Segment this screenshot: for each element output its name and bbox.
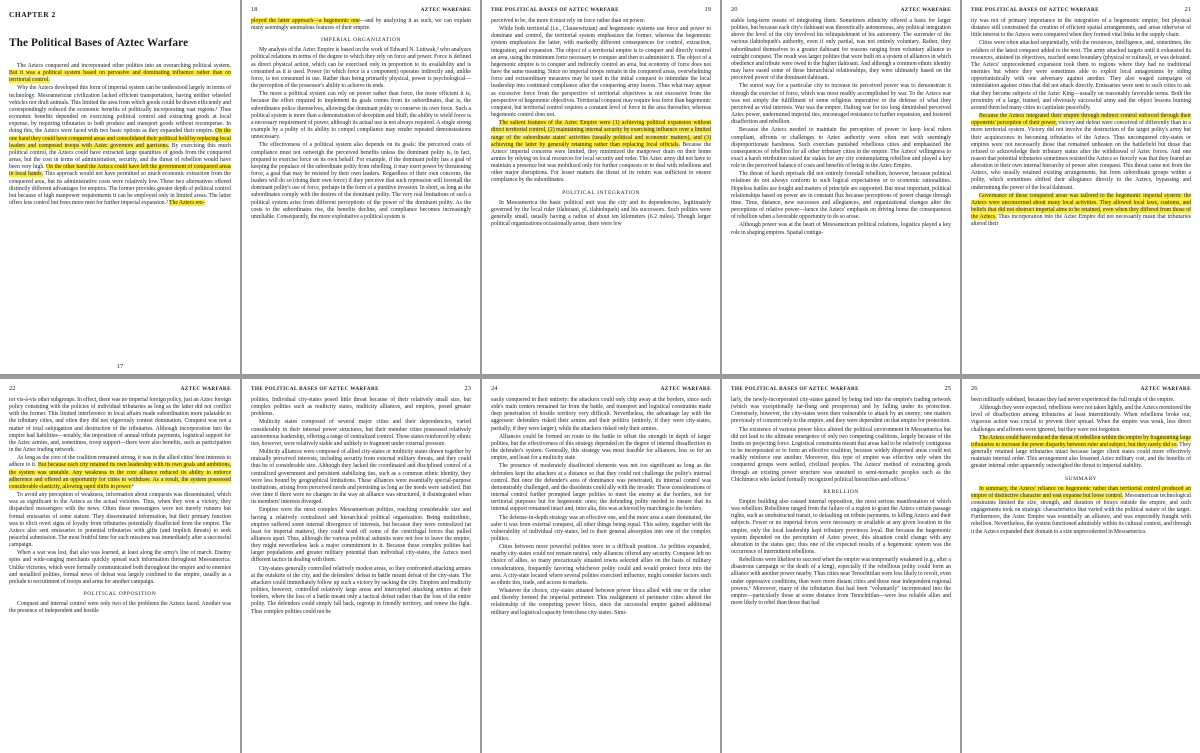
page-number: 19 [704, 6, 711, 13]
paragraph: Empire building also caused internal opposition, the most serious manifestation of which was rebellion. Rebellions ranged from the failure of a region to grant the Aztecs certain passage rights, such as unobstructed transit, to defaulting on tribute payments, to killing Aztecs and their subjects. Fewer or no imperial forces were necessary or available at any given location in the empire, only the local leadership kept tributary provinces loyal. But because the hegemonic system depended on the perception of Aztec power, this situation could change with any alteration in the status quo; thus one of the expected results of a hegemonic system was the occurrence of intermittent rebellions. [731, 498, 951, 555]
paragraph: The effectiveness of a political system also depends on its goals: the perceived costs of compliance must not outweigh the perceived benefits unless the dominant polity is, in fact, prepared to exercise force on its own behalf. For example, if the dominant polity has a goal of keeping the populace of the subordinate polity from rebelling, it may exert power by threatening force, a goal that may be resisted by their own leaders. Regardless of their own concerns, the leaders will do so (doing their own force) if they perceive that such repression will forestall the dominant polity's use of force, perhaps in the form of a punitive invasion. In short, as long as the subordinates comply with the desires of the dominant polity. The very real limitations of such a political system arise from different perceptions of the power of the dominant polity. As the costs to the subordinates rise, the benefits decline, and compliance becomes increasingly unreliable. Consequently, the more exploitative a political system is [251, 142, 471, 220]
page-18 [242, 0, 480, 374]
page-26 [962, 379, 1200, 753]
page-21 [962, 0, 1200, 374]
highlight: On the other hand the Aztecs could have left the government of conquered areas in local hands. [9, 164, 231, 178]
paragraph: been militarily subdued, because they had never experienced the full might of the empire. [971, 397, 1175, 403]
running-head: THE POLITICAL BASES OF AZTEC WARFARE 19 [491, 6, 711, 13]
paragraph: stable long-term means of integrating them. Sometimes ethnicity offered a basis for larger polities, but because each city's tlahtoani was theoretically autonomous, any political integration above the level of the city involved his relinquishment of his autonomy. The surrender of the various tlahtohqueh's authority, even if only partial, was not entirely voluntary. Rather, they subordinated themselves to a greater tlahtoani for reasons ranging from voluntary alliance to outright conquest. The result was larger polities that were built on a system of alliances in which obedience and tribute were owed to the higher tlahtoani. And although a common ethnic identity may have eased some of these hierarchical relationships, they were ultimately based on the perceived power of the dominant tlahtoani. [731, 18, 951, 82]
paragraph: Multicity states composed of several major cities and their dependencies, varied considerably in their internal power structures, but their member cities possessed relatively autonomous leadership, offering a range of centralized control. Those states reinforced by ethnic ties, however, were relatively stable and unlikely to fragment under external pressure. [251, 419, 471, 447]
page-number: 20 [731, 6, 738, 13]
running-head: 24 AZTEC WARFARE [491, 385, 711, 392]
paragraph: My analysis of the Aztec Empire is based on the work of Edward N. Luttwak,³ who analyzes political relations in terms of the degree to which they rely on force and power. Force is defined as direct physical action, which can be exercised only in proportion to its availability and is consumed as it is used. Power (in which force is a component) operates indirectly and, unlike force, is not consumed in use. Rather than being primarily physical, power is psychological—the perception of the possessor's ability to achieve its ends. [251, 47, 471, 90]
paragraph: The Aztecs conquered and incorporated other polities into an overarching political system. But it was a political system based on pervasive and dominating influence rather than on territorial control. [9, 63, 231, 84]
paragraph: polities. Individual city-states posed little threat because of their relatively small size, but complex polities such as multicity states, multicity alliances, and empires, posed greater problems. [251, 397, 471, 418]
highlight: The Aztecs em- [168, 199, 205, 206]
page-17 [0, 0, 240, 374]
page-22 [0, 379, 240, 753]
running-head: 20 AZTEC WARFARE [731, 6, 951, 13]
paragraph: When a war was lost, that also was learned, at least along the army's line of march. Enemy spies and wide-ranging merchants quickly spread such information throughout Mesoamerica. Unlike victories, which were formally communicated both throughout the empire and to enemies and nonallied polities, formal news of defeat was largely confined to the empire, usually as a prelude to recruitment of troops and arms for another campaign. [9, 550, 231, 585]
running-head: 22 AZTEC WARFARE [9, 385, 231, 392]
paragraph: perceived to be, the more it must rely on force rather than on power. [491, 18, 646, 24]
running-head: 18 AZTEC WARFARE [251, 6, 471, 13]
paragraph: larly, the newly-incorporated city-states gained by being tied into the empire's trading network (which was exceptionally far-flung and prosperous) and by falling under its protection. Conversely, however, the city-states were then vulnerable to attack by an enemy; one matters previously of concern only to the empire, and they were dependent on that empire for protection. [731, 397, 951, 425]
page-number: 23 [464, 385, 471, 392]
paragraph: The presence of moderately disaffected elements was not too significant as long as the defenders kept the attackers at a distance so that they could not challenge the polity's internal control. But once the defender's area of dominance was penetrated, its internal control was demonstrably challenged, and the dissidents could ally with the invader. These considerations of internal control further prompted larger polities to meet the enemy at the borders, not for territorial purposes but for hegemonic ones; the defending polity needed to ensure that its internal support remained intact and, inter alia, this was achieved by marching to the borders. [491, 463, 711, 513]
page-number: 18 [251, 6, 258, 13]
highlight: The salient features of the Aztec Empire were (1) achieving political expansion without direct territorial control, (2) maintaining internal security by exercising influence over a limited range of the subordinate states' activities (usually political and economic matters), and (3) achieving the latter by generally retaining rather than replacing local officials. [491, 120, 711, 148]
paragraph: Cities between more powerful polities were in a difficult position. As polities expanded, nearby city-states could not remain neutral, only alliances offered any security. Conquest left no choice of allies, so many precariously situated towns selected allies on the basis of military considerations, frequently favoring whichever polity could and would protect force into the area. A city-state located where several polities exercised influence, might consider factors such as ethnic ties, trade, and access to markets. [491, 544, 711, 586]
section-heading: IMPERIAL ORGANIZATION [320, 37, 402, 44]
paragraph: The threat of harsh reprisals did not entirely forestall rebellion, however, because political relations do not always conform to such logical expectations or to economic rationalities. Hopeless battles are fought and matters of principle are supported. But most important, political relationships based on power are in constant flux because perceptions of power change through time. Time, distance, new successes and allegiances, and organizational changes alter the perceptions of relative power—hence the Aztecs' emphasis on driving home the consequences of rebellion when a favorable opportunity to do so arose. [731, 171, 951, 221]
page-number: 24 [491, 385, 498, 392]
highlight: But because each city retained its own leadership with its own goals and ambitions, the system was unstable. Any weakness in the core alliance reduced its ability to enforce adherence and offered an opportunity for cities to withdraw. As a result, the system possessed considerable elasticity, allowing rapid shifts in power. [9, 462, 232, 490]
running-head: THE POLITICAL BASES OF AZTEC WARFARE 21 [971, 6, 1191, 13]
chapter-label: CHAPTER 2 [9, 10, 56, 19]
paragraph: In Mesoamerica the basic political unit was the city and its dependencies, legitimately governed by the local ruler (tlahtoani, pl. tlahtohqueh) and his successors. Such polities were generally small, usually having a radius of about ten kilometers (6.2 miles). Though larger political organizations occasionally arose, there were few [491, 199, 711, 228]
highlight: On the one hand they could have conquered areas and consolidated their political hold by replacing local leaders and composed troops with Aztec governors and garrisons. [9, 128, 231, 149]
page-number: 22 [9, 385, 16, 392]
paragraph: The salient features of the Aztec Empire were (1) achieving political expansion without direct territorial control, (2) maintaining internal security by exercising influence over a limited range of the subordinate states' activities (usually political and economic matters), and (3) achieving the latter by generally retaining rather than replacing local officials. Because the Aztecs' imperial concerns were limited, they minimized the manpower drain on their home armies by relying on local resources for local security and order. The Aztec army did not have to maintain a presence but was mobilized only for further conquests or to deal with rebellions and other major disruptions. For lesser matters the threat of its return was sufficient to ensure compliance by the subordinates. [491, 120, 711, 184]
section-heading: SUMMARY [1064, 475, 1098, 482]
page-number: 21 [1184, 6, 1191, 13]
highlight: ployed the latter approach—a hegemonic one [251, 18, 360, 24]
paragraph: Although power was at the heart of Mesoamerican political relations, logistics played a key role in shaping empires. Spatial contigu- [731, 222, 951, 236]
chapter-title: The Political Bases of Aztec Warfare [9, 37, 189, 49]
page-23 [242, 379, 480, 753]
top-page-strip [0, 0, 1200, 374]
paragraph: As long as the core of the coalition remained strong, it was in the allied cities' best interests to adhere to it. But because each city retained its own leadership with its own goals and ambitions, the system was unstable. Any weakness in the core alliance reduced its ability to enforce adherence and offered an opportunity for cities to withdraw. As a result, the system possessed considerable elasticity, allowing rapid shifts in power.⁴ [9, 455, 232, 490]
paragraph: The surest way for a particular city to increase its perceived power was to demonstrate it through the exercise of force, which was most readily accomplished by war. To the Aztecs war was not simply the fulfillment of some religious imperative or the defense of what they perceived as vital interests. War was the empire. Halting war for too long diminished perceived Aztec power, undermined imperial ties, encouraged resistance to further expansion, and fostered disaffection and rebellion. [731, 83, 951, 126]
paragraph: City-states generally controlled relatively modest areas, so they confronted attacking armies at the outskirts of the city, and the defenders' defeat in battle meant defeat of the city-state. The attackers could immediately follow up such a victory by sacking the city. Empires and multicity polities, however, controlled relatively large areas and intercepted attacking armies at their borders, where the loss of a battle meant only a tactical defeat rather than the loss of the entire polity. The defenders could simply fall back, regroup in friendly territory, and renew the fight. Thus complex polities could not be [251, 565, 471, 615]
section-heading: POLITICAL INTEGRATION [562, 189, 640, 196]
running-head: THE POLITICAL BASES OF AZTEC WARFARE 23 [251, 385, 471, 392]
paragraph: Rebellions were likeliest to succeed when the empire was temporarily weakened (e.g., after a disastrous campaign or the death of a king), especially if the rebellious polity could form an alliance with another power nearby. Thus cities near Tenochtitlan were less likely to revolt, even under oppressive conditions, than were more distant cities and those near independent regional powers.⁶ Moreover, many of the tributaries that had been "voluntarily" incorporated into the empire—particularly those at some distance from Tenochtitlan—were less reliable allies and more likely to rebel than those that had [731, 557, 951, 607]
paragraph: Multicity alliances were composed of allied city-states or multicity states drawn together by mutually perceived interests, including security from external military threats, and they could thus be of considerable size. Although they lacked the coordinated and disciplined control of a centralized government and persistent stabilizing ties, such as a common ethnic identity, they were less bound by geographical limitations. These alliances were essentially special-purpose institutions, arising from perceived needs and persisting as long as the needs were satisfied. But over time if there were no changes in the way an alliance was structured, it disintegrated when its members' interests diverged. [251, 449, 471, 506]
paragraph: ployed the latter approach—a hegemonic one—and by analyzing it as such, we can explain many seemingly anomalous features of their empire. [251, 18, 471, 32]
paragraph: To avoid any perception of weakness, information about conquests was disseminated, which was as significant to the Aztecs as the actual victories. Thus, when they won a victory, they dispatched messengers with the news. Often these messengers were not merely runners but formal emissaries of some stature. They disseminated information, but their primary function was to elicit overt signs of loyalty from tributaries potentially disaffected from the empire. The Aztecs also sent emissaries to potential tributaries with gifts (and implicit threats) to seek peaceful submission. The most fruitful time for such missions was immediately after a successful campaign. [9, 492, 231, 549]
paragraph: The more a political system can rely on power rather than force, the more efficient it is, because the effort required to implement its goals comes from its subordinates, that is, the subordinates police themselves, allowing the dominant polity to conserve its own force. Such a political system is more than a demonstration of deception and bluff; the ability to wield force is a necessary requirement of power, although its actual use is not always required. A single strong example by a polity of its ability to compel compliance may render repeated demonstrations unnecessary. [251, 91, 471, 141]
paragraph: Alliances could be formed en route to the battle to offset the strength in depth of larger polities, but the effectiveness of this strategy depended on the degree of internal dissaffection in the defender's system. Generally, this strategy was most feasible for alliances, less so for an empire, and least for a multicity state. [491, 433, 711, 462]
paragraph: Conquest and internal control were only two of the problems the Aztecs faced. Another was the presence of independent and hostile [9, 601, 231, 615]
highlight: Because the Aztecs integrated their empire through indirect control enforced through their opponents' perception of their power, [971, 113, 1191, 127]
paragraph: Because the Aztecs needed to maintain the perception of power to keep local rulers compliant, affronts or challenges to Aztec authority were often met with seemingly disproportionate harshness. Such exercises punished rebellious cities and emphasized the consequences of rebellion for all other tributary cities in the empire. The Aztecs' willingness to exact a harsh retribution raised the stakes for any city contemplating rebellion and played a key role in the perceived balance of costs and benefits of being in the Aztec Empire. [731, 127, 951, 170]
paragraph: Although they were expected, rebellions were not taken lightly, and the Aztecs monitored the level of disaffection among tributaries at least intermittently. When rebellions broke out, vigorous action was crucial to prevent their spread. When the empire was weak, less direct challenges and affronts were ignored, but they were not forgotten. [971, 405, 1191, 433]
page-number: 25 [944, 385, 951, 392]
paragraph: The existence of various power blocs altered the political environment in Mesoamerica but did not lead to the ultimate emergence of only two competing coalitions, largely because of the limits on projecting force. Logistical constraints meant that areas had to be relatively contiguous to be incorporated or to form an effective coalition, because widely dispersed areas could not readily reinforce one another. Moreover, this type of empire was effective only when the conquered groups were settled, civilized peoples. The Aztecs' method of extracting goods through an existing power structure was unsuited to semi-nomadic peoples such as the Chichimecs who lacked formally recognized political hierarchies and offices.⁵ [731, 426, 951, 483]
paragraph: Because the Aztecs integrated their empire through indirect control enforced through their opponents' perception of their power, victory and defeat were conceived of differently than in a more territorial system. Victory did not involve the destruction of the target polity's army but their acquiescence in becoming tributaries of the Aztecs. Thus unconquered city-states or empires were not necessarily those that remained unbeaten on the battlefield but those that refused to acknowledge their tributary status after the withdrawal of Aztec forces. And one reason that potential tributaries sometimes resisted the Aztecs so fiercely was that they feared an alteration in their own internal hierarchy of power after conquest. This threat came not from the Aztecs, who usually retained existing arrangements, but from subordinate groups within a polity, which sometimes shifted their allegiance directly to the Aztecs, bypassing and undermining the power of the local tlahtoani. [971, 113, 1191, 191]
paragraph: Why the Aztecs developed this form of imperial system can be understood largely in terms of technology. Mesoamerican civilization lacked efficient transportation, having neither wheeled vehicles nor draft animals. This limited the area from which goods could be drawn efficiently and correspondingly reduced the economic benefits of politically incorporating vast regions.¹ Thus economic benefits depended on exercising political control and extracting goods at local expense, by requiring tributaries to both produce and transport goods without recompense. In doing this, the Aztecs were faced with two basic options as they expanded their empire. On the one hand they could have conquered areas and consolidated their political hold by replacing local leaders and composed troops with Aztec governors and garrisons. By exercising this much political control, the Aztecs could have extracted large quantities of goods from the conquered areas, but the cost in terms of administration, security, and the threat of rebellion would have been very high. On the other hand the Aztecs could have left the government of conquered areas in local hands. This approach would not have permitted so much economic extraction from the conquered area, but its administrative costs were relatively low. These two alternatives offered distinctly different advantages for empires. The former provides greater depth of political control but because of high manpower requirements it can be employed only in limited areas. The latter offers less control but frees more men for further imperial expansion.² The Aztecs em- [9, 85, 231, 206]
bottom-page-strip [0, 379, 1200, 753]
section-heading: POLITICAL OPPOSITION [83, 591, 157, 598]
highlight: But it was a political system based on pervasive and dominating influence rather than on territorial control. [9, 70, 231, 84]
paragraph: Governance of these conquered areas was tailored to the hegemonic imperial system: the Aztecs were unconcerned about many local activities. They allowed local laws, customs, and beliefs that did not obstruct imperial aims to be retained, even when they differed from those of the Aztecs. Thus incorporation into the Aztec Empire did not necessarily mean that tributaries altered their [971, 192, 1191, 228]
paragraph: Empires were the most complex Mesoamerican polities, reaching considerable size and having a relatively centralized and hierarchical political organization. Being multiethnic, empires suffered some internal divergence of interests, but because they were centralized (at least for imperial matters), they could ward off some of the centrifugal forces that pulled alliances apart. Thus, although the various political subunits were not free to leave the empire, they might nevertheless lack a major commitment to it. Because these complex polities had larger populations and greater military potential than individual city-states, the Aztecs used different tactics in dealing with them. [251, 507, 471, 564]
page-19 [482, 0, 720, 374]
highlight: Governance of these conquered areas was tailored to the hegemonic imperial system: the Aztecs were unconcerned about many local activities. They allowed local laws, customs, and beliefs that did not obstruct imperial aims to be retained, even when they differed from those of the Aztecs. [971, 192, 1191, 221]
page-number: 17 [116, 363, 124, 370]
paragraph: easily conquered in their entirety; the attackers could only chip away at the borders, since each side's main centers remained far from the battle, and transport and logistical constraints made deep penetration of hostile territory very difficult. Nevertheless, the advantage lay with the aggressor: defenders risked their armies and their politics (entirely, if they were city-states, partially, if they were larger), while the attackers risked only their armies. [491, 397, 711, 432]
page-25 [722, 379, 960, 753]
highlight: The Aztecs could have reduced the threat of rebellion within the empire by fragmenting large tributaries to increase the power disparity between ruler and subject, but they rarely did so. [971, 434, 1191, 448]
running-head: 26 AZTEC WARFARE [971, 385, 1191, 392]
paragraph: The defense-in-depth strategy was an effective one, and the more area a state dominated, the safer it was from external conquest, all other things being equal. This safety, together with the vulnerability of individual city-states, led to their general absorption into one of the complex polities. [491, 514, 711, 542]
paragraph: Whatever the choice, city-states situated between power blocs allied with one or the other and thereby formed the imperial perimeter. This realignment of perimeter cities altered the relationship of the competing power blocs, since the successful empire gained additional military and logistical capacity from these city-states. Simi- [491, 588, 711, 616]
paragraph: The Aztecs could have reduced the threat of rebellion within the empire by fragmenting large tributaries to increase the power disparity between ruler and subject, but they rarely did so. They generally retained large tributaries intact because larger client states could more effectively maintain internal order. This arrangement also lessened Aztec military cost, and the benefits of greater internal order apparently outweighed the threat to imperial stability. [971, 434, 1191, 470]
highlight: In summary, the Aztecs' reliance on hegemonic rather than territorial control produced an empire of distinctive character and vast expanse but loose control. [971, 485, 1191, 499]
page-number: 26 [971, 385, 978, 392]
running-head: THE POLITICAL BASES OF AZTEC WARFARE 25 [731, 385, 951, 392]
page-20 [722, 0, 960, 374]
paragraph: ior vis-à-vis other subgroups. In effect, there was no imperial foreign policy, just an Aztec foreign policy consisting with the policies of individual tributaries as long as the latter did not conflict with the former. This limited interference in local affairs made subordination more palatable to the tributary cities, and often they did not vigorously contest domination. Conquest was not a matter of total subjugation and destruction of the tributaries. Although incorporation into the empire had liabilities—notably, the imposition of annual tribute payments, logistical support for the Aztec armies, and, sometimes, troop support—there were also benefits, such as participation in the Aztec trading network. [9, 397, 231, 454]
paragraph: While both territorial (i.e., Clausewitzian) and hegemonic systems use force and power to dominate and control, the territorial system emphasizes the former, whereas the hegemonic system emphasizes the latter, with markedly different consequences for control, extraction, integration, and expansion. The object of a territorial empire is to conquer and directly control an area, using the minimum force necessary to conquer and then to administer it. The object of a hegemonic empire is to conquer and indirectly control an area, but economy of force does not have the same meaning. Since no imperial troops remain in the conquered areas, overwhelming force and extraordinary measures may be used in the initial conquest to intimidate the local leadership into continued compliance after the conquering army leaves. Thus what may appear as excessive force from the perspective of territorial objectives is not excessive from the perspective of hegemonic objectives. Territorial conquest may require less force than hegemonic conquest, but territorial control requires a constant level of force in the area thereafter, whereas hegemonic control does not. [491, 26, 711, 119]
paragraph: Cities were often attacked sequentially, with the resources, intelligence, and, sometimes, the soldiers of the latest conquest added to the next. The army attacked targets until it exhausted its resources, attained its objectives, reached some boundary (physical or cultural), or was defeated. The Aztecs' unprecedented expansion took them to regions where they had no traditional enemies but where they were sometimes able to exploit local antagonisms by siding opportunistically with one adversary against another. They also waged campaigns of intimidation against cities that did not attack directly. Emissaries were sent to such cities to ask that they become subjects of the Aztec King—usually on reasonably favorable terms. Both the proximity of a large, trained, and obviously successful army and the object lessons burning around them led many cities to capitulate peacefully. [971, 40, 1191, 111]
paragraph: In summary, the Aztecs' reliance on hegemonic rather than territorial control produced an empire of distinctive character and vast expanse but loose control. Mesoamerican technological constraints limited the size, strength, and duration of forays outside the empire, and such engagements took on strategic characteristics that varied with the political nature of the target. Furthermore, the Aztec Empire was essentially an alliance, and was expectedly fraught with rebellion. Nevertheless, the system functioned admirably within its cultural context, and through it the Aztecs expanded their domain to a size unprecedented in Mesoamerica. [971, 485, 1191, 535]
page-24 [482, 379, 720, 753]
section-heading: REBELLION [823, 488, 859, 495]
paragraph: ity was not of primary importance in the integration of a hegemonic empire, but physical distance still constrained the creation of efficient spatial arrangements, and areas otherwise of little interest to the Aztecs were conquered when they formed vital links in the supply chain. [971, 18, 1191, 39]
